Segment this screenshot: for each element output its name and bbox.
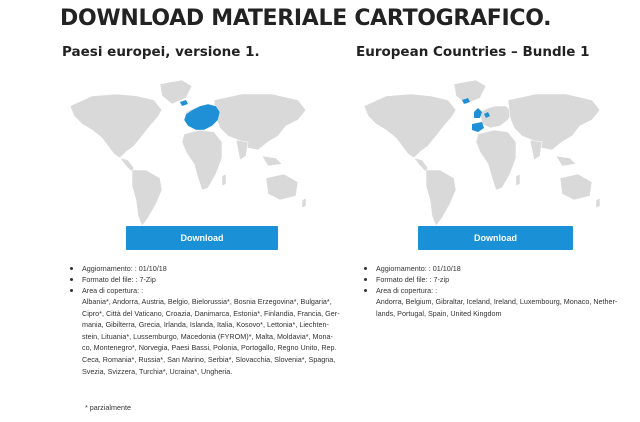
country-list-line: Ceca, Romania*, Russia*, San Marino, Serbia*, Slovacchia, Slovenia*, Spagna, — [82, 354, 336, 364]
card-title: European Countries – Bundle 1 — [356, 44, 590, 60]
world-map-svg — [356, 66, 606, 236]
country-list-line: stein, Lituania*, Lussemburgo, Macedonia (FYROM)*, Malta, Moldavia*, Mona- — [82, 331, 333, 341]
country-list-line: Albania*, Andorra, Austria, Belgio, Bielorussia*, Bosnia Erzegovina*, Bulgaria*, — [82, 297, 332, 306]
list-item: Area di copertura: : — [364, 285, 624, 296]
europe-highlight — [184, 104, 220, 130]
list-item: Aggiornamento: : 01/10/18 — [70, 263, 370, 274]
card-title: Paesi europei, versione 1. — [62, 44, 260, 60]
world-map-svg — [62, 66, 312, 236]
download-button[interactable]: Download — [418, 226, 573, 250]
list-item: Formato del file: : 7-zip — [364, 274, 624, 285]
world-map-image — [62, 66, 312, 236]
footnote: * parzialmente — [85, 403, 131, 412]
world-map-image — [356, 66, 606, 236]
map-card-europe-v1 — [62, 44, 312, 296]
iberia-highlight — [472, 122, 484, 132]
country-list-line: Andorra, Belgium, Gibraltar, Iceland, Ireland, Luxembourg, Monaco, Nether- — [376, 297, 618, 306]
country-list-line: Svezia, Svizzera, Turchia*, Ucraina*, Ungheria. — [82, 366, 233, 376]
country-list-line: co, Montenegro*, Norvegia, Paesi Bassi, Polonia, Portogallo, Regno Unito, Rep. — [82, 343, 337, 353]
list-item: Formato del file: : 7-Zip — [70, 274, 370, 285]
map-card-european-bundle-1 — [356, 44, 606, 296]
download-button[interactable]: Download — [126, 226, 278, 250]
country-list-line: Cipro*, Città del Vaticano, Croazia, Danimarca, Estonia*, Finlandia, Francia, Ger- — [82, 308, 340, 318]
countries-list-left — [70, 295, 390, 377]
file-details-list — [364, 263, 624, 297]
country-list-line: lands, Portugal, Spain, United Kingdom — [376, 308, 502, 318]
list-item: Area di copertura: : — [70, 285, 370, 296]
file-details-list — [70, 263, 370, 297]
country-list-line: mania, Gibilterra, Grecia, Irlanda, Islanda, Italia, Kosovo*, Lettonia*, Liechten- — [82, 320, 329, 330]
page-title: DOWNLOAD MATERIALE CARTOGRAFICO. — [60, 6, 552, 31]
list-item: Aggiornamento: : 01/10/18 — [364, 263, 624, 274]
countries-list-right — [364, 295, 624, 319]
